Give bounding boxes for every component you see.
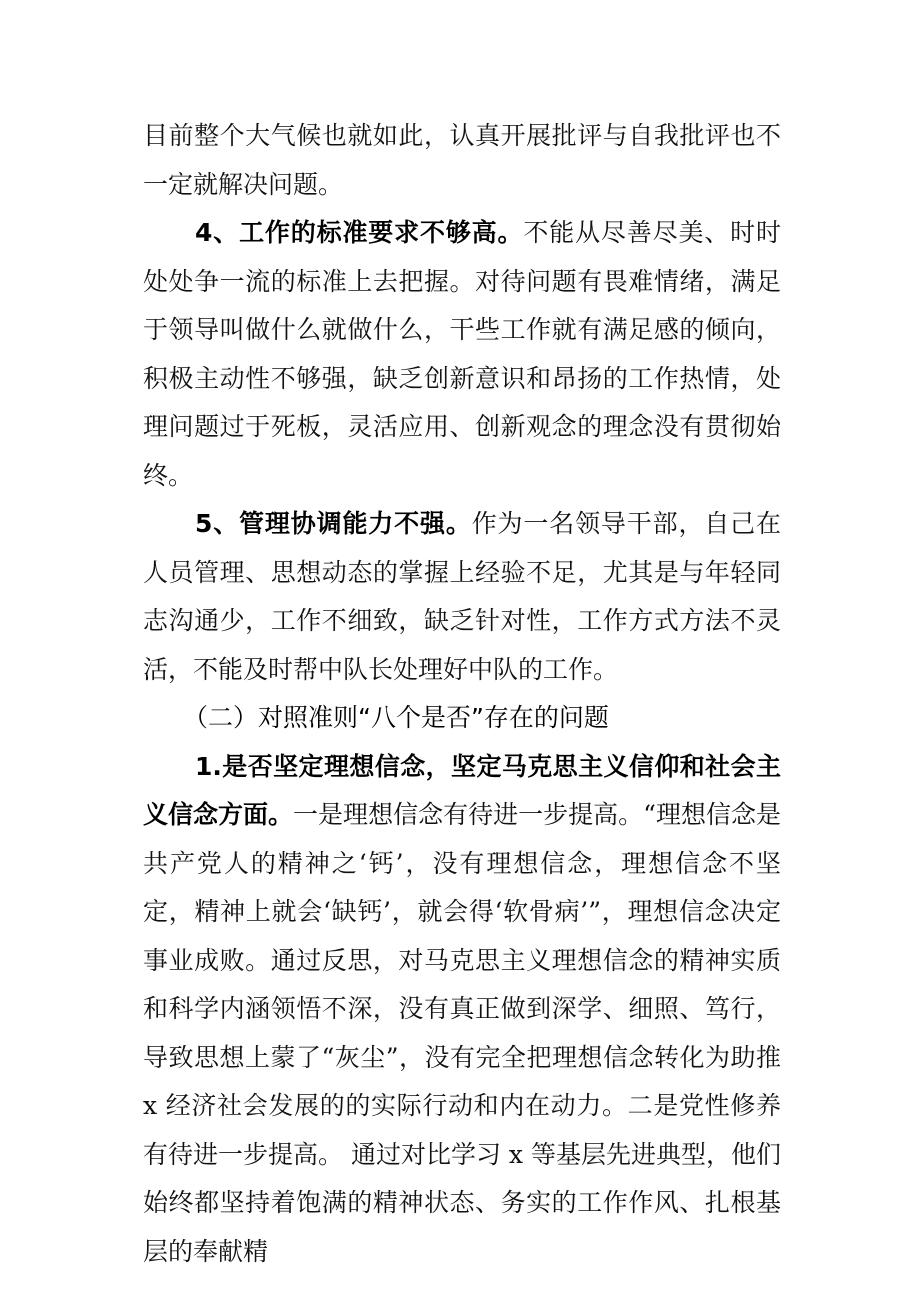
paragraph-lead: 1.是否坚定理想信念，坚定马克思主义信仰和社会主义信念方面。 bbox=[143, 751, 781, 829]
paragraph-text: 目前整个大气候也就如此，认真开展批评与自我批评也不一定就解决问题。 bbox=[143, 121, 781, 199]
paragraph-ideal-belief bbox=[143, 743, 781, 1277]
document-body bbox=[143, 112, 781, 1276]
paragraph-lead: 4、工作的标准要求不够高。 bbox=[195, 218, 524, 247]
paragraph-text: 一是理想信念有待进一步提高。“理想信念是共产党人的精神之‘钙’，没有理想信念，理想信念不坚定，精神上就会‘缺钙’，就会得‘软骨病’”，理想信念决定事业成败。通过反思，对马克思主义理想信念的精神实质和科学内涵领悟不深，没有真正做到深学、细照、笃行，导致思想上蒙了“灰尘”，没有完全把理想信念转化为助推 x 经济社会发展的的实际行动和内在动力。二是党性修养有待进一步提高。 通过对比学习 x 等基层先进典型，他们始终都坚持着饱满的精神状态、务实的工作作风、扎根基层的奉献精 bbox=[143, 800, 781, 1266]
paragraph-text: 作为一名领导干部，自己在人员管理、思想动态的掌握上经验不足，尤其是与年轻同志沟通少，工作不细致，缺乏针对性，工作方式方法不灵活，不能及时帮中队长处理好中队的工作。 bbox=[143, 509, 781, 684]
paragraph-text: 不能从尽善尽美、时时处处争一流的标准上去把握。对待问题有畏难情绪，满足于领导叫做什么就做什么，干些工作就有满足感的倾向，积极主动性不够强，缺乏创新意识和昂扬的工作热情，处理问题过于死板，灵活应用、创新观念的理念没有贯彻始终。 bbox=[143, 218, 781, 490]
paragraph-item-4 bbox=[143, 209, 781, 500]
paragraph-lead: 5、管理协调能力不强。 bbox=[195, 509, 472, 538]
section-heading: （二）对照准则“八个是否”存在的问题 bbox=[183, 703, 609, 732]
paragraph-continuation bbox=[143, 112, 781, 209]
paragraph-item-5 bbox=[143, 500, 781, 694]
